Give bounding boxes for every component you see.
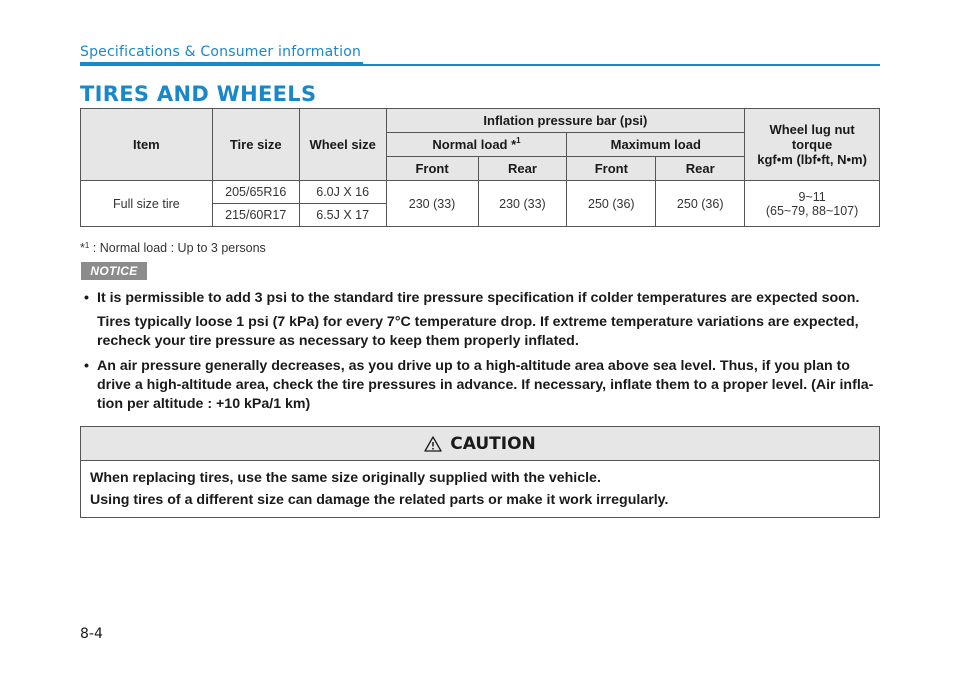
caution-text: Using tires of a different size can damage the related parts or make it work irregularly. — [90, 492, 669, 508]
col-header-item: Item — [81, 109, 213, 181]
normal-load-footnote-marker: 1 — [516, 136, 521, 145]
col-header-wheel-size: Wheel size — [299, 109, 386, 181]
table-row — [81, 181, 880, 204]
caution-body — [81, 461, 879, 517]
caution-header — [81, 427, 879, 461]
page-title: TIRES AND WHEELS — [80, 82, 317, 106]
cell-normal-front: 230 (33) — [386, 181, 478, 227]
page-number: 8-4 — [80, 626, 103, 642]
col-header-lug-nut-torque — [745, 109, 880, 181]
lug-nut-line2: torque — [791, 137, 833, 152]
cell-wheel-size: 6.0J X 16 — [299, 181, 386, 204]
col-header-maximum-load: Maximum load — [567, 133, 745, 157]
bullet: • — [84, 290, 89, 306]
cell-normal-rear: 230 (33) — [478, 181, 567, 227]
footnote-marker-sup: 1 — [84, 241, 90, 250]
caution-title: CAUTION — [450, 433, 536, 454]
normal-load-label: Normal load * — [432, 137, 517, 152]
notice-list — [84, 289, 884, 414]
notice-text: An air pressure generally decreases, as you drive up to a high-altitude area above sea level. Thus, if you plan to drive a high-altitude area, check the tire pressures in advance. If necessary, inflate them to a proper level. (Air infla-tion per altitude : +10 kPa/1 km) — [97, 358, 874, 412]
header-rule-thick — [80, 62, 363, 66]
col-header-inflation: Inflation pressure bar (psi) — [386, 109, 745, 133]
warning-triangle-icon — [424, 436, 442, 452]
caution-text: When replacing tires, use the same size originally supplied with the vehicle. — [90, 470, 601, 486]
footnote-marker: * — [80, 241, 85, 255]
col-header-max-front: Front — [567, 157, 656, 181]
lug-nut-line1: Wheel lug nut — [769, 122, 855, 137]
torque-line2: (65~79, 88~107) — [765, 203, 859, 218]
col-header-normal-load — [386, 133, 567, 157]
cell-item: Full size tire — [81, 181, 213, 227]
header-rule-thin — [363, 64, 880, 66]
caution-box — [80, 426, 880, 518]
notice-badge: NOTICE — [81, 262, 147, 280]
bullet: • — [84, 358, 89, 374]
cell-torque — [745, 181, 880, 227]
notice-text: It is permissible to add 3 psi to the standard tire pressure specification if colder temperatures are expected soon. — [97, 290, 860, 306]
cell-tire-size: 215/60R17 — [212, 204, 299, 227]
notice-text: Tires typically loose 1 psi (7 kPa) for every 7°C temperature drop. If extreme temperature variations are expected, recheck your tire pressure as necessary to keep them properly inflated. — [97, 314, 859, 349]
cell-max-rear: 250 (36) — [656, 181, 745, 227]
cell-max-front: 250 (36) — [567, 181, 656, 227]
col-header-tire-size: Tire size — [212, 109, 299, 181]
cell-wheel-size: 6.5J X 17 — [299, 204, 386, 227]
list-item — [84, 357, 884, 414]
torque-line1: 9~11 — [798, 189, 826, 204]
col-header-max-rear: Rear — [656, 157, 745, 181]
col-header-normal-rear: Rear — [478, 157, 567, 181]
col-header-normal-front: Front — [386, 157, 478, 181]
list-item — [84, 289, 884, 351]
footnote-text: : Normal load : Up to 3 persons — [89, 241, 266, 255]
tire-spec-table — [80, 108, 880, 227]
footnote — [80, 241, 266, 255]
cell-tire-size: 205/65R16 — [212, 181, 299, 204]
lug-nut-line3: kgf•m (lbf•ft, N•m) — [757, 152, 867, 167]
section-header: Specifications & Consumer information — [80, 44, 362, 60]
